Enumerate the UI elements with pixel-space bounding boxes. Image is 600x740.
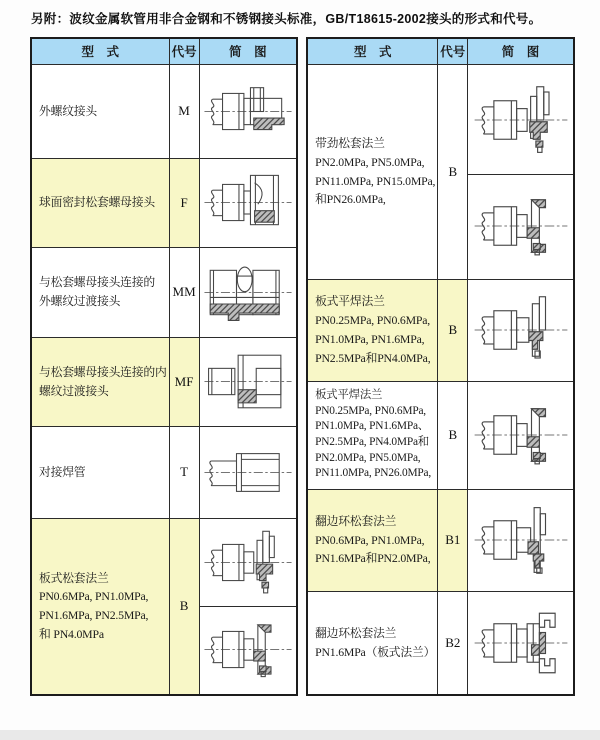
type-line: PN0.6MPa, PN1.0MPa, — [39, 589, 149, 604]
diagram-pane — [468, 382, 573, 488]
type-line: 板式松套法兰 — [39, 570, 109, 585]
diagram-pane — [200, 520, 297, 606]
table-row — [307, 591, 574, 695]
code-cell: T — [169, 426, 199, 518]
code-cell: M — [169, 64, 199, 158]
fitting-table-right — [306, 37, 575, 696]
fitting-tables-container — [30, 37, 575, 696]
diagram-pane — [468, 66, 573, 174]
diagram-pane — [468, 592, 573, 694]
table-row — [307, 381, 574, 489]
diagram-pane — [468, 280, 573, 380]
type-line: 带劲松套法兰 — [315, 135, 385, 150]
diagram-pane — [468, 174, 573, 277]
type-line: 与松套螺母接头连接的内 — [39, 364, 167, 379]
diagram-pane — [200, 606, 297, 693]
diagram-pane — [468, 490, 573, 590]
table-row — [31, 426, 297, 518]
code-cell: B2 — [438, 591, 468, 695]
type-line: 外螺纹过渡接头 — [39, 294, 121, 308]
code-cell: B1 — [438, 489, 468, 591]
fitting-table-left — [30, 37, 298, 696]
page-bottom-edge — [0, 730, 600, 740]
diagram-pane — [200, 65, 297, 157]
type-cell — [307, 64, 438, 279]
diagram-cell — [199, 247, 297, 337]
type-line: PN2.5MPa, PN4.0MPa和 — [315, 436, 429, 448]
type-line: PN1.6MPa和PN2.0MPa, — [315, 551, 431, 566]
table-row — [31, 158, 297, 247]
page-title: 另附：波纹金属软管用非合金钢和不锈钢接头标准，GB/T18615-2002接头的形式和代号。 — [31, 12, 542, 26]
type-cell — [31, 426, 169, 518]
type-line: PN2.0MPa, PN5.0MPa, — [315, 451, 421, 464]
diagram-cell — [468, 64, 574, 279]
table-row — [307, 489, 574, 591]
female-adapter-drawing — [202, 347, 294, 416]
type-line: PN2.5MPa和PN4.0MPa, — [315, 350, 431, 365]
plate-flange-drawing — [472, 83, 570, 157]
table-row — [307, 64, 574, 279]
header-row — [31, 38, 297, 64]
type-line: PN11.0MPa, PN15.0MPa, — [315, 173, 436, 188]
diagram-cell — [468, 591, 574, 695]
union-nut-drawing — [202, 168, 294, 237]
lap-flange-drawing — [472, 189, 570, 263]
type-cell — [307, 489, 438, 591]
type-line: 翻边环松套法兰 — [315, 513, 397, 528]
type-line: 螺纹过渡接头 — [39, 383, 109, 398]
type-cell — [31, 337, 169, 426]
collar-flange-drawing — [472, 503, 570, 577]
table-row — [307, 279, 574, 381]
table-row — [31, 518, 297, 695]
col-header-code: 代号 — [169, 38, 199, 64]
code-cell: F — [169, 158, 199, 247]
table-row — [31, 337, 297, 426]
male-thread-drawing — [202, 77, 294, 146]
weld-flange-drawing — [472, 293, 570, 367]
type-line: 板式平焊法兰 — [315, 388, 383, 401]
type-line: PN11.0MPa, PN26.0MPa, — [315, 467, 432, 480]
type-line: 球面密封松套螺母接头 — [39, 195, 155, 210]
table-row — [31, 247, 297, 337]
type-cell — [31, 518, 169, 695]
type-line: 板式平焊法兰 — [315, 294, 385, 309]
code-cell: B — [438, 64, 468, 279]
type-line: PN1.0MPa, PN1.6MPa, — [315, 332, 425, 346]
diagram-cell — [199, 337, 297, 426]
diagram-pane — [200, 159, 297, 246]
code-cell: MF — [169, 337, 199, 426]
type-cell — [307, 591, 438, 695]
col-header-type: 型 式 — [31, 38, 169, 64]
diagram-pane — [200, 338, 297, 425]
code-cell: MM — [169, 247, 199, 337]
lap-flange-drawing — [472, 398, 570, 472]
code-cell: B — [438, 381, 468, 489]
diagram-cell — [468, 489, 574, 591]
type-line: 对接焊管 — [39, 464, 86, 479]
diagram-cell — [199, 64, 297, 158]
plate-flange-drawing — [202, 528, 294, 597]
type-line: PN0.6MPa, PN1.0MPa, — [315, 532, 425, 547]
type-cell — [31, 158, 169, 247]
type-line: PN0.25MPa, PN0.6MPa, — [315, 313, 431, 328]
type-line: 外螺纹接头 — [39, 103, 97, 118]
type-line: PN1.6MPa（板式法兰） — [315, 644, 436, 659]
type-line: PN0.25MPa, PN0.6MPa, — [315, 404, 426, 417]
table-row — [31, 64, 297, 158]
diagram-cell — [199, 158, 297, 247]
type-line: 和PN26.0MPa, — [315, 192, 386, 207]
type-line: 翻边环松套法兰 — [315, 625, 397, 640]
type-cell — [31, 247, 169, 337]
type-cell — [307, 279, 438, 381]
col-header-type: 型 式 — [307, 38, 438, 64]
type-cell — [31, 64, 169, 158]
diagram-cell — [468, 381, 574, 489]
lap-flange-drawing — [202, 615, 294, 684]
diagram-cell — [468, 279, 574, 381]
diagram-cell — [199, 426, 297, 518]
type-line: 与松套螺母接头连接的 — [39, 275, 155, 290]
code-cell: B — [169, 518, 199, 695]
type-cell — [307, 381, 438, 489]
col-header-diagram: 简 图 — [468, 38, 574, 64]
butt-weld-drawing — [202, 438, 294, 507]
diagram-pane — [200, 427, 297, 517]
col-header-code: 代号 — [438, 38, 468, 64]
header-row — [307, 38, 574, 64]
type-line: 和 PN4.0MPa — [39, 627, 104, 642]
diagram-pane — [200, 248, 297, 336]
code-cell: B — [438, 279, 468, 381]
type-line: PN1.0MPa, PN1.6MPa、 — [315, 420, 429, 433]
type-line: PN2.0MPa, PN5.0MPa, — [315, 154, 425, 169]
type-line: PN1.6MPa, PN2.5MPa, — [39, 608, 149, 623]
col-header-diagram: 简 图 — [199, 38, 297, 64]
nipple-drawing — [202, 258, 294, 327]
groove-flange-drawing — [472, 606, 570, 680]
diagram-cell — [199, 518, 297, 695]
